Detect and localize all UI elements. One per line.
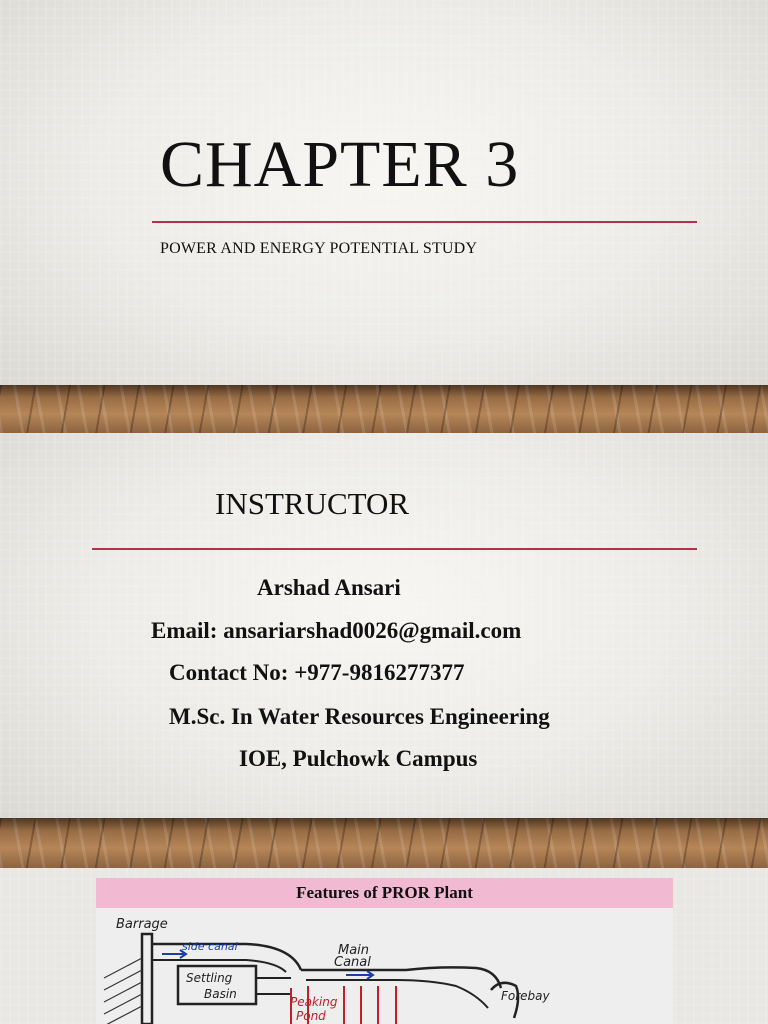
label-settling-1: Settling xyxy=(186,971,233,985)
title-slide xyxy=(0,0,768,388)
instructor-name: Arshad Ansari xyxy=(257,575,401,600)
label-peaking-1: Peaking xyxy=(290,995,338,1009)
wood-floor-band xyxy=(0,385,768,433)
chapter-title: CHAPTER 3 xyxy=(160,128,520,201)
instructor-divider xyxy=(92,548,697,550)
wood-floor-band xyxy=(0,818,768,868)
pror-plant-sketch xyxy=(96,908,673,1024)
label-forebay: Forebay xyxy=(501,989,550,1003)
main-canal xyxy=(301,967,501,988)
label-barrage: Barrage xyxy=(116,917,168,932)
label-peaking-2: Pond xyxy=(296,1009,326,1023)
instructor-degree: M.Sc. In Water Resources Engineering xyxy=(169,704,550,729)
instructor-slide xyxy=(0,433,768,821)
instructor-email: Email: ansariarshad0026@gmail.com xyxy=(151,618,522,643)
barrage-hatching xyxy=(104,958,142,1024)
instructor-campus: IOE, Pulchowk Campus xyxy=(239,746,478,771)
label-side-canal: side canal xyxy=(182,940,238,953)
chapter-subtitle: POWER AND ENERGY POTENTIAL STUDY xyxy=(160,240,478,257)
label-main-canal-2: Canal xyxy=(334,955,371,970)
barrage-wall xyxy=(142,934,152,1024)
pror-sketch-drawing xyxy=(96,908,673,1024)
features-slide xyxy=(0,868,768,1024)
label-main-canal-1: Main xyxy=(338,943,370,958)
instructor-heading: INSTRUCTOR xyxy=(215,486,410,521)
features-header: Features of PROR Plant xyxy=(96,878,673,908)
label-settling-2: Basin xyxy=(204,987,237,1001)
instructor-contact: Contact No: +977-9816277377 xyxy=(169,660,465,685)
title-divider xyxy=(152,221,697,223)
